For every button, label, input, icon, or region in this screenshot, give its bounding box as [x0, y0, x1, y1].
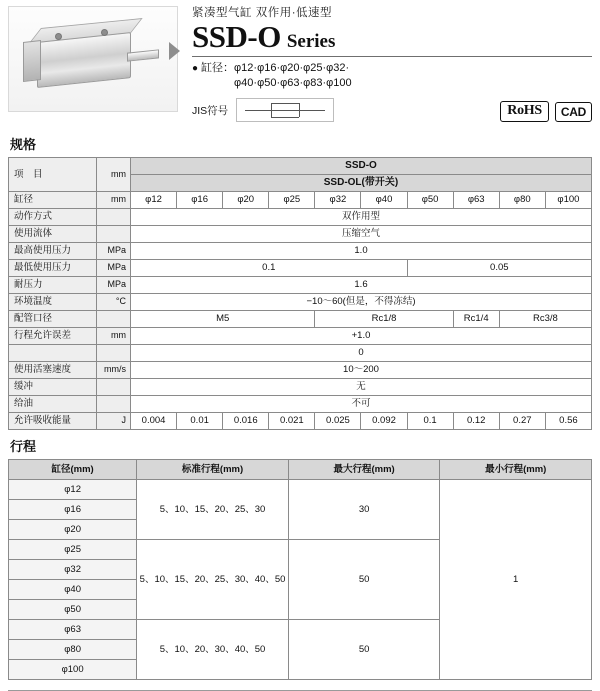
bore-value-cell: φ50: [407, 192, 453, 209]
bore-value-cell: φ25: [269, 192, 315, 209]
spec-section-title: 规格: [10, 137, 37, 152]
stroke-min-all: 1: [440, 480, 592, 680]
bore-value-cell: φ40: [361, 192, 407, 209]
stroke-max-group3: 50: [288, 620, 440, 680]
bore-values-line1: φ12·φ16·φ20·φ25·φ32·: [234, 61, 350, 74]
stroke-table-body: [9, 460, 592, 680]
row-unit: [97, 226, 131, 243]
table-row: [9, 480, 592, 500]
certification-badges: [500, 101, 592, 122]
row-unit: [97, 209, 131, 226]
spec-value-cell: 压缩空气: [131, 226, 592, 243]
table-row: [9, 362, 592, 379]
energy-value-cell: 0.016: [223, 413, 269, 430]
table-row: [9, 311, 592, 328]
row-unit: MPa: [97, 243, 131, 260]
cylinder-body: [37, 32, 131, 88]
bore-label: 缸径：: [201, 61, 235, 74]
row-label: 动作方式: [9, 209, 97, 226]
spec-value-cell: 1.0: [131, 243, 592, 260]
row-unit: J: [97, 413, 131, 430]
stroke-max-group1: 30: [288, 480, 440, 540]
row-label: 缸径: [9, 192, 97, 209]
row-unit: [97, 396, 131, 413]
energy-value-cell: 0.12: [453, 413, 499, 430]
stroke-bore-cell: φ16: [9, 500, 137, 520]
spec-value-cell: 0: [131, 345, 592, 362]
spec-table-body: [9, 158, 592, 430]
table-row: [9, 158, 592, 175]
cylinder-rod: [127, 49, 159, 61]
spec-model-line2: SSD-OL(带开关): [131, 175, 592, 192]
stroke-table: [8, 459, 592, 680]
row-label: 允许吸收能量: [9, 413, 97, 430]
spec-unit-header: mm: [97, 158, 131, 192]
jis-symbol-diagram: [236, 98, 334, 122]
bore-values: [234, 61, 352, 93]
spec-value-cell: +1.0: [131, 328, 592, 345]
page-title: SSD-O: [192, 19, 281, 54]
bore-value-cell: φ63: [453, 192, 499, 209]
energy-value-cell: 0.56: [545, 413, 591, 430]
row-label: 最低使用压力: [9, 260, 97, 277]
table-row: [9, 243, 592, 260]
stroke-standard-group1: 5、10、15、20、25、30: [137, 480, 289, 540]
bore-values-line2: φ40·φ50·φ63·φ83·φ100: [234, 77, 352, 90]
stroke-header-max: 最大行程(mm): [288, 460, 440, 480]
spec-value-cell: −10～60(但是，不得冻结): [131, 294, 592, 311]
energy-value-cell: 0.01: [177, 413, 223, 430]
stroke-header-bore: 缸径(mm): [9, 460, 137, 480]
bore-value-cell: φ100: [545, 192, 591, 209]
row-unit: MPa: [97, 277, 131, 294]
stroke-bore-cell: φ32: [9, 560, 137, 580]
table-row: [9, 226, 592, 243]
row-label: 最高使用压力: [9, 243, 97, 260]
spec-model-line1: SSD-O: [131, 158, 592, 175]
row-label: [9, 345, 97, 362]
stroke-max-group2: 50: [288, 540, 440, 620]
table-row: [9, 328, 592, 345]
bullet-icon: ●: [192, 62, 199, 74]
stroke-bore-cell: φ12: [9, 480, 137, 500]
series-label: Series: [286, 31, 336, 52]
stroke-bore-cell: φ25: [9, 540, 137, 560]
header-text-block: [178, 4, 592, 122]
row-label: 使用流体: [9, 226, 97, 243]
energy-value-cell: 0.092: [361, 413, 407, 430]
bore-sizes-block: [192, 61, 592, 93]
cylinder-port-icon: [101, 29, 108, 36]
bore-value-cell: φ20: [223, 192, 269, 209]
stroke-bore-cell: φ20: [9, 520, 137, 540]
energy-value-cell: 0.025: [315, 413, 361, 430]
table-row: [9, 379, 592, 396]
triangle-marker-icon: [169, 42, 180, 60]
table-row-bore: [9, 192, 592, 209]
table-row: [9, 294, 592, 311]
spec-value-cell: 双作用型: [131, 209, 592, 226]
spec-value-cell: 1.6: [131, 277, 592, 294]
table-row: [9, 209, 592, 226]
row-label: 使用活塞速度: [9, 362, 97, 379]
row-unit: mm: [97, 192, 131, 209]
row-label: 耐压力: [9, 277, 97, 294]
row-unit: [97, 311, 131, 328]
specification-table: [8, 157, 592, 430]
stroke-standard-group3: 5、10、20、30、40、50: [137, 620, 289, 680]
bore-value-cell: φ32: [315, 192, 361, 209]
stroke-bore-cell: φ50: [9, 600, 137, 620]
product-photo: [8, 6, 178, 112]
row-unit: °C: [97, 294, 131, 311]
table-row-energy: [9, 413, 592, 430]
stroke-header-standard: 标准行程(mm): [137, 460, 289, 480]
bore-value-cell: φ12: [131, 192, 177, 209]
stroke-section-title: 行程: [10, 439, 37, 454]
title-divider: [192, 56, 592, 57]
spec-value-cell: M5: [131, 311, 315, 328]
cad-badge: CAD: [555, 102, 592, 122]
spec-value-cell: 0.1: [131, 260, 408, 277]
spec-value-cell: Rc3/8: [499, 311, 591, 328]
row-label: 缓冲: [9, 379, 97, 396]
row-unit: MPa: [97, 260, 131, 277]
row-label: 给油: [9, 396, 97, 413]
spec-value-cell: 0.05: [407, 260, 591, 277]
table-row: [9, 345, 592, 362]
table-row: [9, 277, 592, 294]
stroke-header-min: 最小行程(mm): [440, 460, 592, 480]
table-row: [9, 260, 592, 277]
stroke-bore-cell: φ63: [9, 620, 137, 640]
cylinder-port-icon: [55, 33, 62, 40]
cylinder-end-cap: [23, 40, 41, 82]
spec-value-cell: 10～200: [131, 362, 592, 379]
row-unit: mm/s: [97, 362, 131, 379]
energy-value-cell: 0.27: [499, 413, 545, 430]
row-label: 配管口径: [9, 311, 97, 328]
stroke-bore-cell: φ40: [9, 580, 137, 600]
rohs-badge: RoHS: [500, 101, 549, 122]
spec-value-cell: 无: [131, 379, 592, 396]
row-unit: [97, 379, 131, 396]
bore-value-cell: φ80: [499, 192, 545, 209]
product-title-row: [192, 21, 592, 54]
row-label: 行程允许误差: [9, 328, 97, 345]
stroke-bore-cell: φ80: [9, 640, 137, 660]
spec-value-cell: Rc1/8: [315, 311, 453, 328]
table-header-row: [9, 460, 592, 480]
energy-value-cell: 0.1: [407, 413, 453, 430]
jis-label: JIS符号: [192, 104, 229, 117]
stroke-standard-group2: 5、10、15、20、25、30、40、50: [137, 540, 289, 620]
stroke-bore-cell: φ100: [9, 660, 137, 680]
row-unit: mm: [97, 328, 131, 345]
energy-value-cell: 0.004: [131, 413, 177, 430]
header: [8, 0, 592, 128]
row-label: 环境温度: [9, 294, 97, 311]
row-unit: [97, 345, 131, 362]
energy-value-cell: 0.021: [269, 413, 315, 430]
product-kicker: 紧凑型气缸 双作用·低速型: [192, 7, 333, 19]
bore-value-cell: φ16: [177, 192, 223, 209]
spec-value-cell: 不可: [131, 396, 592, 413]
spec-item-header: 项 目: [9, 158, 97, 192]
table-row: [9, 396, 592, 413]
spec-value-cell: Rc1/4: [453, 311, 499, 328]
